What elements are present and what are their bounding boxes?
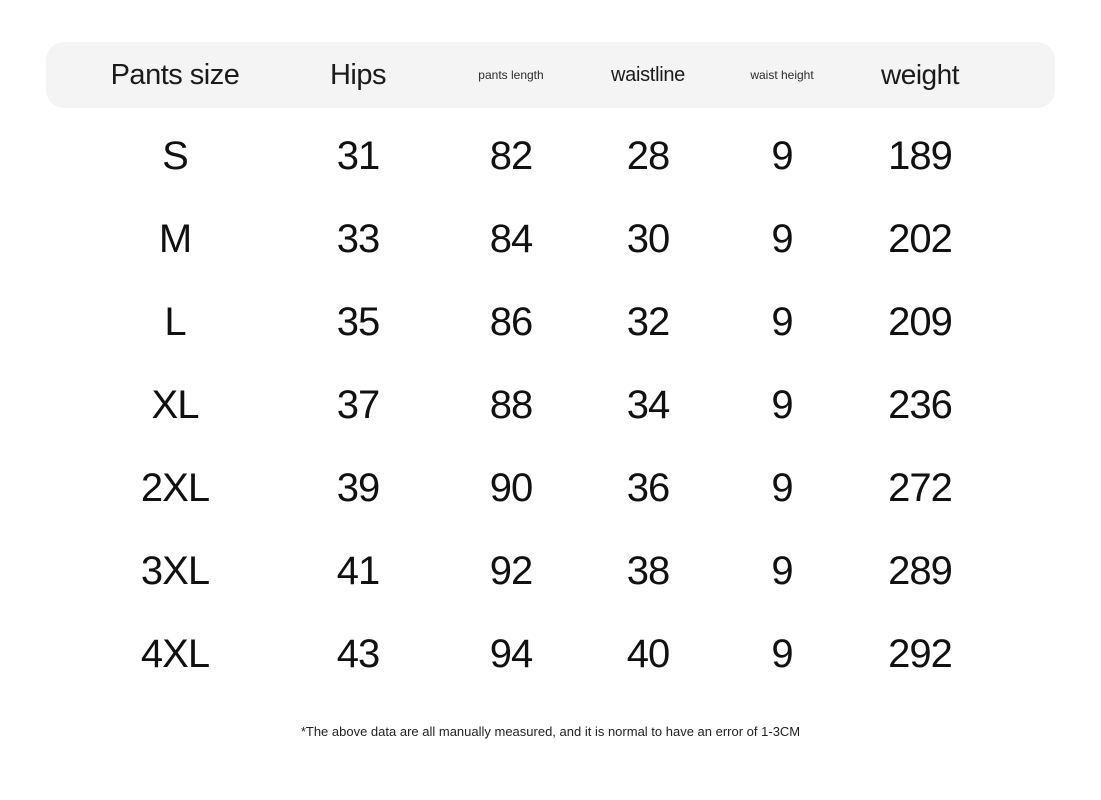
cell-hips: 43 (336, 632, 380, 676)
table-header-row (46, 42, 1055, 108)
column-header-pants-size: Pants size (110, 58, 240, 91)
cell-waist-height: 9 (771, 300, 793, 344)
cell-hips: 33 (336, 217, 380, 261)
cell-waistline: 34 (626, 383, 670, 427)
cell-weight: 202 (888, 217, 952, 261)
cell-waistline: 38 (626, 549, 670, 593)
cell-weight: 209 (888, 300, 952, 344)
cell-hips: 39 (336, 466, 380, 510)
cell-hips: 41 (336, 549, 380, 593)
cell-hips: 37 (336, 383, 380, 427)
cell-pants-length: 82 (489, 134, 533, 178)
table-row (46, 447, 1055, 530)
cell-waistline: 40 (626, 632, 670, 676)
cell-weight: 289 (888, 549, 952, 593)
column-header-pants-length: pants length (478, 68, 544, 82)
cell-size: 4XL (140, 632, 210, 676)
cell-waistline: 28 (626, 134, 670, 178)
cell-waist-height: 9 (771, 134, 793, 178)
table-body (46, 115, 1055, 696)
cell-pants-length: 86 (489, 300, 533, 344)
cell-size: 2XL (140, 466, 210, 510)
cell-waist-height: 9 (771, 466, 793, 510)
cell-pants-length: 92 (489, 549, 533, 593)
table-row (46, 613, 1055, 696)
cell-waistline: 30 (626, 217, 670, 261)
cell-size: S (162, 134, 188, 178)
column-header-weight: weight (881, 59, 959, 90)
cell-weight: 189 (888, 134, 952, 178)
table-row (46, 530, 1055, 613)
table-row (46, 364, 1055, 447)
cell-waist-height: 9 (771, 383, 793, 427)
measurement-disclaimer: *The above data are all manually measured, and it is normal to have an error of 1-3CM (300, 724, 801, 739)
column-header-waist-height: waist height (750, 68, 814, 82)
cell-size: M (158, 217, 192, 261)
cell-size: L (164, 300, 186, 344)
cell-waist-height: 9 (771, 217, 793, 261)
cell-weight: 272 (888, 466, 952, 510)
cell-size: XL (151, 383, 199, 427)
cell-weight: 236 (888, 383, 952, 427)
table-row (46, 281, 1055, 364)
cell-waist-height: 9 (771, 632, 793, 676)
column-header-waistline: waistline (611, 63, 685, 86)
cell-weight: 292 (888, 632, 952, 676)
cell-hips: 35 (336, 300, 380, 344)
table-row (46, 198, 1055, 281)
cell-pants-length: 84 (489, 217, 533, 261)
cell-waistline: 32 (626, 300, 670, 344)
cell-waist-height: 9 (771, 549, 793, 593)
cell-waistline: 36 (626, 466, 670, 510)
cell-hips: 31 (336, 134, 380, 178)
cell-pants-length: 94 (489, 632, 533, 676)
column-header-hips: Hips (329, 58, 386, 91)
cell-size: 3XL (140, 549, 210, 593)
cell-pants-length: 88 (489, 383, 533, 427)
cell-pants-length: 90 (489, 466, 533, 510)
table-row (46, 115, 1055, 198)
